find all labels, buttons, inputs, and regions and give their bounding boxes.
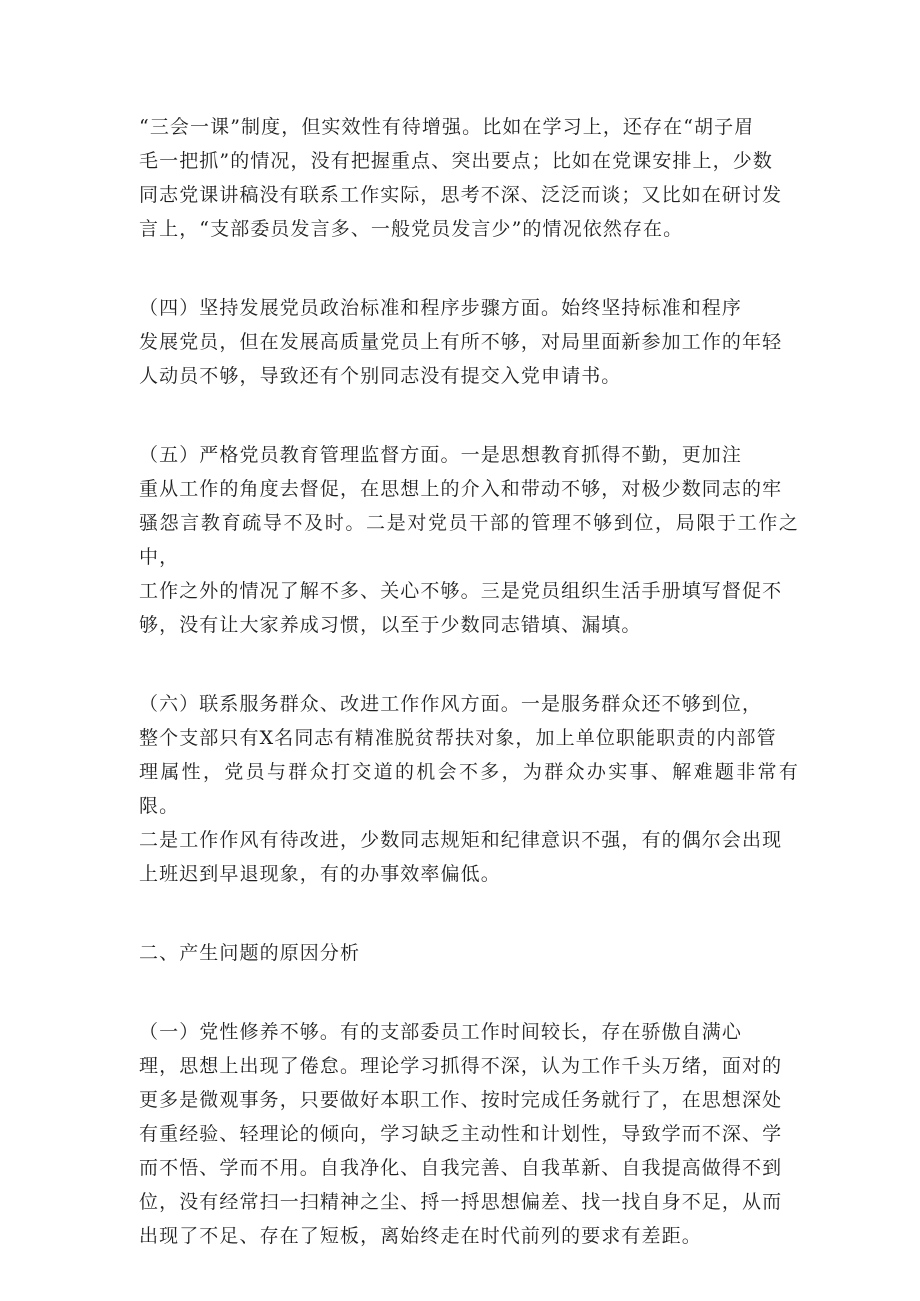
paragraph-section-6: （六）联系服务群众、改进工作作风方面。一是服务群众还不够到位， 整个支部只有X名同志有精准脱贫帮扶对象，加上单位职能职责的内部管 理属性，党员与群众打交道的机会不多，为群众办实事、解难题非常有限。 二是工作作风有待改进，少数同志规矩和纪律意识不强，有的偶尔会出现 上班迟到早退现象，有的办事效率偏低。 [139,693,799,885]
document-body [139,110,799,1298]
section-heading-cause-analysis: 二、产生问题的原因分析 [139,942,361,964]
paragraph-section-5: （五）严格党员教育管理监督方面。一是思想教育抓得不勤，更加注 重从工作的角度去督促，在思想上的介入和带动不够，对极少数同志的牢 骚怨言教育疏导不及时。二是对党员干部的管理不够到位，局限于工作之中， 工作之外的情况了解不多、关心不够。三是党员组织生活手册填写督促不 够，没有让大家养成习惯，以至于少数同志错填、漏填。 [139,444,799,636]
paragraph-three-meetings: “三会一课”制度，但实效性有待增强。比如在学习上，还存在“胡子眉 毛一把抓”的情况，没有把握重点、突出要点；比如在党课安排上，少数 同志党课讲稿没有联系工作实际，思考不深、泛泛而谈；又比如在研讨发 言上，“支部委员发言多、一般党员发言少”的情况依然存在。 [139,116,783,240]
paragraph-party-cultivation: （一）党性修养不够。有的支部委员工作时间较长，存在骄傲自满心 理，思想上出现了倦怠。理论学习抓得不深，认为工作千头万绪，面对的 更多是微观事务，只要做好本职工作、按时完成任务就行了，在思想深处 有重经验、轻理论的倾向，学习缺乏主动性和计划性，导致学而不深、学 而不悟、学而不用。自我净化、自我完善、自我革新、自我提高做得不到 位，没有经常扫一扫精神之尘、捋一捋思想偏差、找一找自身不足，从而 出现了不足、存在了短板，离始终走在时代前列的要求有差距。 [139,1021,783,1247]
paragraph-section-4: （四）坚持发展党员政治标准和程序步骤方面。始终坚持标准和程序 发展党员，但在发展高质量党员上有所不够，对局里面新参加工作的年轻 人动员不够，导致还有个别同志没有提交入党申请书。 [139,297,783,387]
